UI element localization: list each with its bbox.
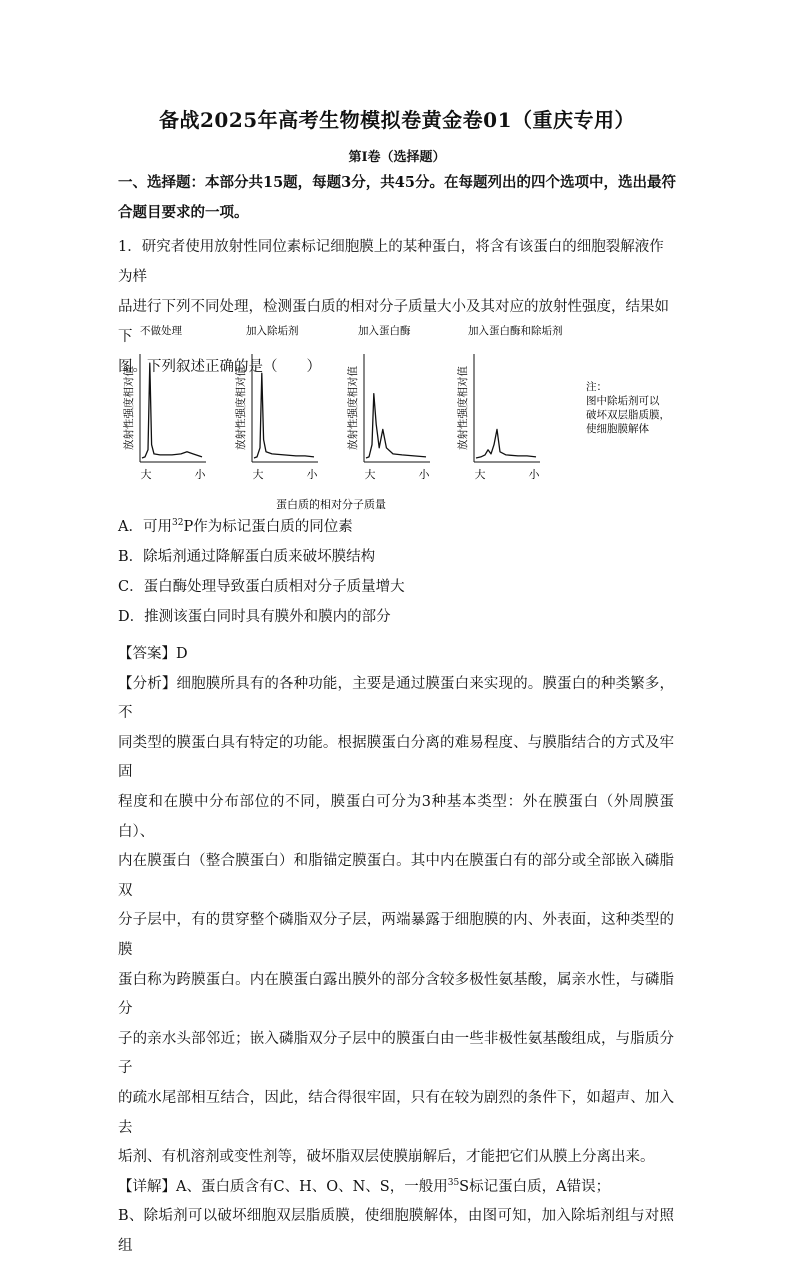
section-intro-line-2: 合题目要求的一项。 bbox=[118, 204, 249, 221]
option-c: C．蛋白酶处理导致蛋白质相对分子质量增大 bbox=[118, 579, 405, 595]
chart-shared-xlabel: 蛋白质的相对分子质量 bbox=[276, 498, 386, 511]
detail-line-1-pre: 【详解】A、蛋白质含有C、H、O、N、S，一般用 bbox=[118, 1178, 448, 1195]
chart-x-tick: 大 bbox=[364, 468, 376, 481]
analysis-line: 蛋白称为跨膜蛋白。内在膜蛋白露出膜外的部分含较多极性氨基酸，属亲水性，与磷脂分 bbox=[118, 971, 674, 1018]
chart-x-tick: 小 bbox=[194, 468, 206, 481]
chart-x-tick: 小 bbox=[418, 468, 430, 481]
chart-svg bbox=[118, 316, 698, 516]
note-line: 破坏双层脂质膜， bbox=[586, 409, 670, 421]
detail-line-2: B、除垢剂可以破坏细胞双层脂质膜，使细胞膜解体，由图可知，加入除垢剂组与对照组 bbox=[118, 1208, 674, 1254]
answer-label: 【答案】D bbox=[118, 646, 188, 662]
chart-series-line bbox=[476, 429, 536, 458]
chart-series-line bbox=[366, 394, 426, 458]
page-title: 备战2025年高考生物模拟卷黄金卷01（重庆专用） bbox=[159, 108, 635, 132]
section-intro-line-1: 一、选择题：本部分共15题，每题3分，共45分。在每题列出的四个选项中，选出最符 bbox=[118, 174, 676, 191]
figure-charts bbox=[118, 316, 698, 516]
section-intro bbox=[118, 168, 678, 228]
analysis-line: 同类型的膜蛋白具有特定的功能。根据膜蛋白分离的难易程度、与膜脂结合的方式及牢固 bbox=[118, 734, 674, 781]
note-line: 注： bbox=[586, 381, 607, 393]
option-d: D．推测该蛋白同时具有膜外和膜内的部分 bbox=[118, 609, 391, 625]
analysis-line: 子的亲水头部邻近；嵌入磷脂双分子层中的膜蛋白由一些非极性氨基酸组成，与脂质分子 bbox=[118, 1030, 674, 1077]
chart-panel-title: 加入蛋白酶和除垢剂 bbox=[468, 325, 563, 337]
chart-panel-title: 不做处理 bbox=[140, 325, 182, 337]
detail-line-1-sup: 35 bbox=[447, 1177, 460, 1188]
analysis-line: 【分析】细胞膜所具有的各种功能，主要是通过膜蛋白来实现的。膜蛋白的种类繁多，不 bbox=[118, 675, 674, 722]
chart-series-line bbox=[142, 363, 202, 458]
analysis-line: 的疏水尾部相互结合，因此，结合得很牢固，只有在较为剧烈的条件下，如超声、加入去 bbox=[118, 1089, 674, 1136]
analysis-line: 内在膜蛋白（整合膜蛋白）和脂锚定膜蛋白。其中内在膜蛋白有的部分或全部嵌入磷脂双 bbox=[118, 853, 674, 899]
question-line-2: 品进行下列不同处理，检测蛋白质的相对分子质量大小及其对应的放射性强度，结果如下 bbox=[118, 299, 669, 345]
answer-options bbox=[118, 512, 678, 632]
option-a-sup: 32 bbox=[171, 518, 184, 528]
chart-x-tick: 小 bbox=[528, 468, 540, 481]
answer-explanation bbox=[118, 640, 674, 1261]
question-line-3: 图。下列叙述正确的是（ ） bbox=[118, 359, 321, 375]
chart-ylabel: 放射性强度相对值 bbox=[347, 366, 359, 450]
chart-ylabel: 放射性强度相对值 bbox=[235, 366, 247, 450]
option-a-pre: A．可用 bbox=[118, 519, 172, 535]
question-line-1: 1．研究者使用放射性同位素标记细胞膜上的某种蛋白，将含有该蛋白的细胞裂解液作为样 bbox=[118, 239, 664, 285]
chart-panel-title: 加入蛋白酶 bbox=[358, 325, 411, 337]
analysis-line: 垢剂、有机溶剂或变性剂等，破坏脂双层使膜崩解后，才能把它们从膜上分离出来。 bbox=[118, 1149, 655, 1166]
option-a-post: P作为标记蛋白质的同位素 bbox=[183, 519, 353, 535]
chart-x-tick: 大 bbox=[252, 468, 264, 481]
analysis-line: 分子层中，有的贯穿整个磷脂双分子层，两端暴露于细胞膜的内、外表面，这种类型的膜 bbox=[118, 912, 674, 958]
note-line: 图中除垢剂可以 bbox=[586, 395, 660, 407]
detail-line-1-post: S标记蛋白质，A错误； bbox=[459, 1178, 611, 1195]
option-a bbox=[118, 512, 678, 542]
chart-x-tick: 大 bbox=[140, 468, 152, 481]
chart-x-tick: 大 bbox=[474, 468, 486, 481]
chart-panel-title: 加入除垢剂 bbox=[246, 325, 299, 337]
chart-x-tick: 小 bbox=[306, 468, 318, 481]
option-b: B．除垢剂通过降解蛋白质来破坏膜结构 bbox=[118, 549, 376, 565]
note-line: 使细胞膜解体 bbox=[586, 423, 649, 435]
section-subtitle: 第I卷（选择题） bbox=[348, 150, 446, 165]
chart-ylabel: 放射性强度相对值 bbox=[457, 366, 469, 450]
chart-ylabel: 放射性强度相对值 bbox=[123, 366, 135, 450]
analysis-line: 程度和在膜中分布部位的不同，膜蛋白可分为3种基本类型：外在膜蛋白（外周膜蛋白）、 bbox=[118, 793, 674, 840]
detail-line-1 bbox=[118, 1173, 674, 1203]
chart-series-line bbox=[254, 373, 314, 458]
